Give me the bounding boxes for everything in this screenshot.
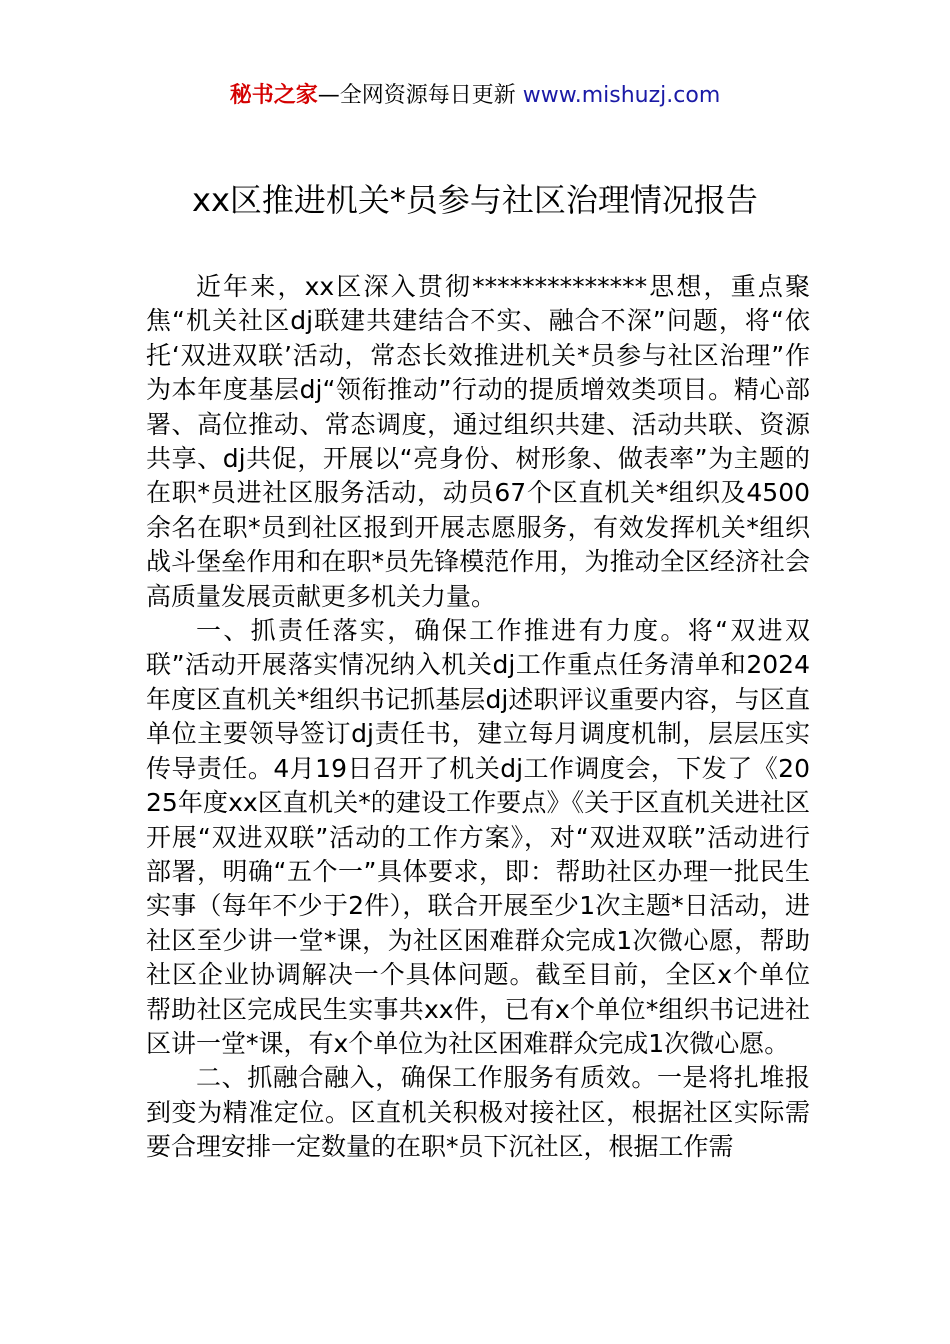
paragraph-section-2: 二、抓融合融入，确保工作服务有质效。一是将扎堆报到变为精准定位。区直机关积极对接社区，根据社区实际需要合理安排一定数量的在职*员下沉社区，根据工作需 (146, 1063, 810, 1162)
site-slogan: —全网资源每日更新 (317, 83, 523, 108)
paragraph-intro: 近年来，xx区深入贯彻**************思想，重点聚焦“机关社区dj联建共建结合不实、融合不深”问题，将“依托‘双进双联’活动，常态长效推进机关*员参与社区治理”作为本年度基层dj“领衔推动”行动的提质增效类项目。精心部署、高位推动、常态调度，通过组织共建、活动共联、资源共享、dj共促，开展以“亮身份、树形象、做表率”为主题的在职*员进社区服务活动，动员67个区直机关*组织及4500余名在职*员到社区报到开展志愿服务，有效发挥机关*组织战斗堡垒作用和在职*员先锋模范作用，为推动全区经济社会高质量发展贡献更多机关力量。 (146, 272, 810, 611)
paragraph-section-1: 一、抓责任落实，确保工作推进有力度。将“双进双联”活动开展落实情况纳入机关dj工作重点任务清单和2024年度区直机关*组织书记抓基层dj述职评议重要内容，与区直单位主要领导签订dj责任书，建立每月调度机制，层层压实传导责任。4月19日召开了机关dj工作调度会，下发了《2025年度xx区直机关*的建设工作要点》《关于区直机关进社区开展“双进双联”活动的工作方案》，对“双进双联”活动进行部署，明确“五个一”具体要求，即：帮助社区办理一批民生实事（每年不少于2件），联合开展至少1次主题*日活动，进社区至少讲一堂*课，为社区困难群众完成1次微心愿，帮助社区企业协调解决一个具体问题。截至目前，全区x个单位帮助社区完成民生实事共xx件，已有x个单位*组织书记进社区讲一堂*课，有x个单位为社区困难群众完成1次微心愿。 (146, 616, 810, 1058)
site-brand: 秘书之家 (229, 83, 318, 108)
document-body (146, 270, 810, 1165)
document-title: xx区推进机关*员参与社区治理情况报告 (192, 181, 758, 219)
site-url-link[interactable]: www.mishuzj.com (522, 83, 721, 108)
site-header (0, 80, 950, 112)
